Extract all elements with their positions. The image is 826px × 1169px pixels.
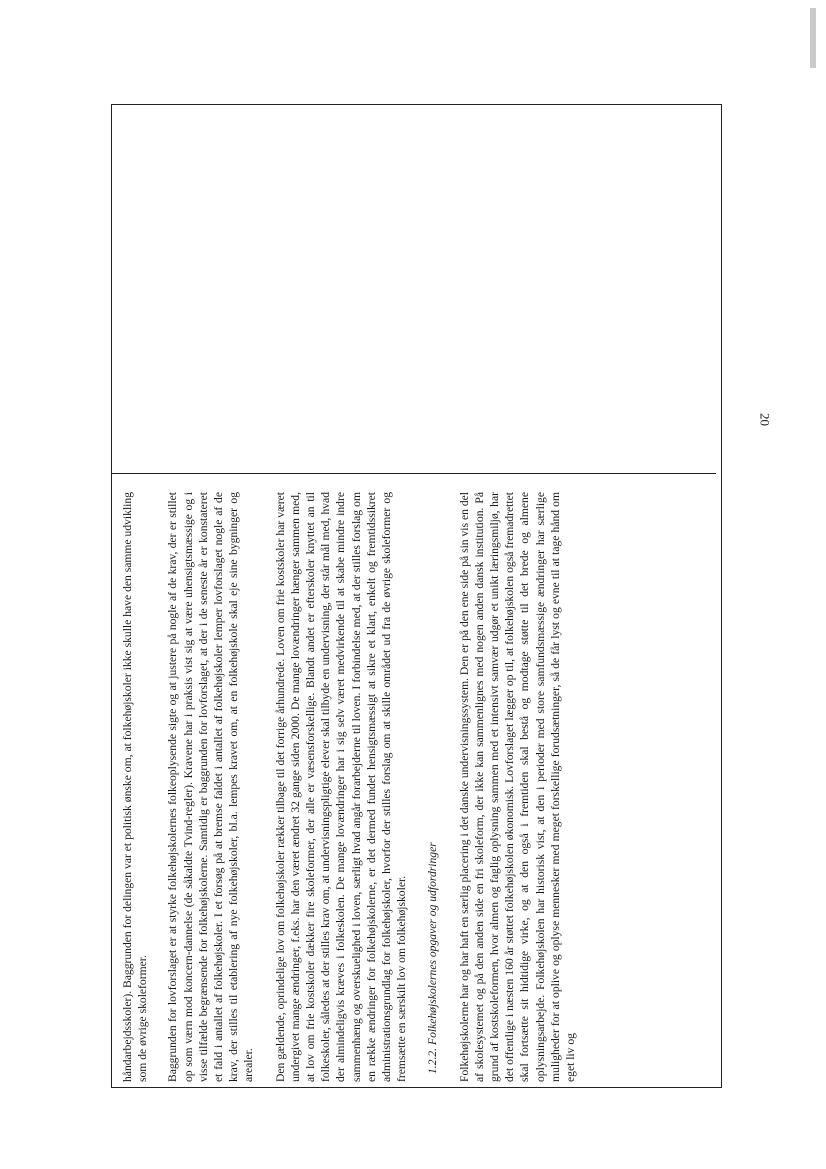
paragraph-1: håndarbejdsskoler). Baggrunden for delingen var et politisk ønske om, at folkehøjskoler ikke skulle have den samme udvikling som de øvrige skoleformer. [121,492,150,1082]
scan-edge-mark [810,8,816,68]
section-paragraph: Folkehøjskolerne har og har haft en særlig placering i det danske undervisningssystem. Den er på den ene side på sin vis en del af skolesystemet og på den anden side en fri skoleform, der ikke kan sammenlignes med nogen anden dansk institution. På grund af kostskoleformen, hvor almen og faglig oplysning sammen med et intensivt samvær udgør et unikt læringsmiljø, har det offentlige i næsten 160 år støttet folkehøjskolen økonomisk. Lovforslaget lægger op til, at folkehøjskolen også fremadrettet skal fortsætte sit hidtidige virke, og at den også i fremtiden skal bestå og modtage støtte til det brede og almene oplysningsarbejde. Folkehøjskolen har historisk vist, at den i perioder med store samfundsmæssige ændringer har særlige muligheder for at oplive og oplyse mennesker med meget forskellige forudsætninger, så de får lyst og evne til at tage hånd om eget liv og [457,492,578,1082]
text-column [120,492,708,1082]
rotated-page-content [120,92,708,1082]
section-heading: 1.2.2. Folkehøjskolernes opgaver og udfordringer [426,842,440,1074]
column-divider [112,473,716,474]
paragraph-3: Den gældende, oprindelige lov om folkehøjskoler rækker tilbage til det forrige århundrede. Loven om frie kostskoler har været undergivet mange ændringer, f.eks. har den været ændret 32 gange siden 2000. De mange lovændringer hænger sammen med, at lov om frie kostskoler dækker fire skoleformer, der alle er væsensforskellige. Blandt andet er efterskoler knyttet an til folkeskoler, således at der stilles krav om, at undervisningspligtige elever skal tilbyde en undervisning, der står mål med, hvad der almindeligvis kræves i folkeskolen. De mange lovændringer har i sig selv været medvirkende til at skabe mindre indre sammenhæng og overskuelighed i loven, særligt hvad angår forarbejderne til loven. I forbindelse med, at der stilles forslag om en række ændringer for folkehøjskolerne, er det dermed fundet hensigtsmæssigt at sikre et klart, enkelt og fremtidssikret administrationsgrundlag for folkehøjskoler, hvorfor der stilles forslag om at skille området ud fra de øvrige skoleformer og fremsætte en særskilt lov om folkehøjskoler. [273,492,409,1082]
paragraph-2: Baggrunden for lovforslaget er at styrke folkehøjskolernes folkeoplysende sigte og at justere på nogle af de krav, der er stillet op som værn mod koncern-dannelse (de såkaldte Tvind-regler). Kravene har i praksis vist sig at være uhensigtsmæssige og i visse tilfælde begrænsende for folkehøjskolerne. Samtidig er baggrunden for lovforslaget, at der i de seneste år er konstateret et fald i antallet af folkehøjskoler. I et forsøg på at bremse faldet i antallet af folkehøjskoler lemper lovforslaget nogle af de krav, der stilles til etablering af nye folkehøjskoler, bl.a. lempes kravet om, at en folkehøjskole skal eje sine bygninger og arealer. [166,492,256,1082]
page-number: 20 [757,413,773,426]
